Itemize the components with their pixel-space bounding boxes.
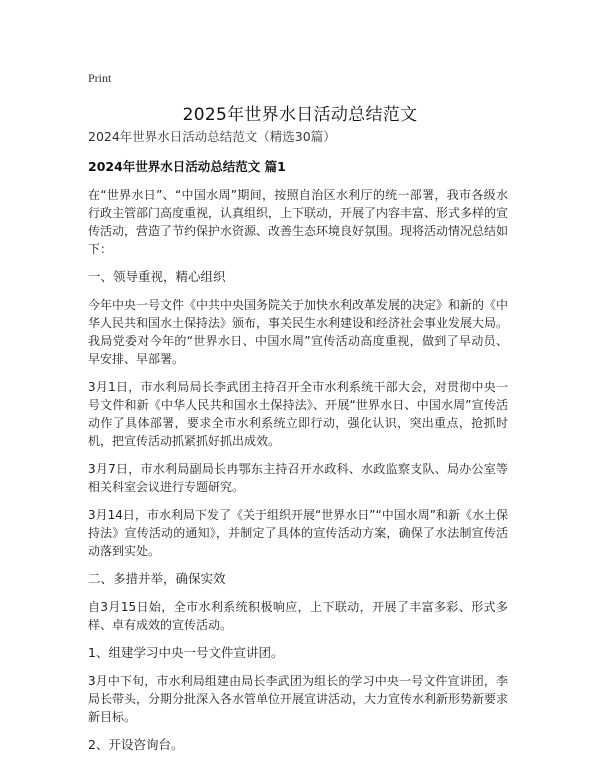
paragraph: 今年中央一号文件《中共中央国务院关于加快水利改革发展的决定》和新的《中华人民共和国水土保持法》颁布，事关民生水利建设和经济社会事业发展大局。我局党委对今年的“世界水日、中国水周”宣传活动高度重视，做到了早动员、早安排、早部署。 [88, 298, 509, 366]
paragraph: 3月中下旬，市水利局组建由局长李武团为组长的学习中央一号文件宣讲团，李局长带头，分期分批深入各水管单位开展宣讲活动，大力宣传水利新形势新要求新目标。 [88, 674, 509, 724]
section-heading: 二、多措并举，确保实效 [88, 571, 226, 586]
section-title: 2024年世界水日活动总结范文 篇1 [88, 159, 286, 174]
document-body [88, 128, 508, 764]
subsection-heading: 2、开设咨询台。 [88, 737, 184, 752]
section-heading: 一、领导重视，精心组织 [88, 269, 226, 284]
paragraph: 在“世界水日”、“中国水周”期间，按照自治区水利厅的统一部署，我市各级水行政主管部门高度重视，认真组织，上下联动，开展了内容丰富、形式多样的宣传活动，营造了节约保护水资源、改善生态环境良好氛围。现将活动情况总结如下： [88, 188, 509, 256]
paragraph: 自3月15日始，全市水利系统积极响应，上下联动，开展了丰富多彩、形式多样、卓有成效的宣传活动。 [88, 600, 508, 632]
subsection-heading: 1、组建学习中央一号文件宣讲团。 [88, 645, 284, 660]
page-title: 2025年世界水日活动总结范文 [182, 105, 418, 125]
document-subtitle: 2024年世界水日活动总结范文（精选30篇） [88, 129, 336, 144]
paragraph: 3月1日，市水利局局长李武团主持召开全市水利系统干部大会，对贯彻中央一号文件和新《中华人民共和国水土保持法》、开展“世界水日、中国水周”宣传活动作了具体部署，要求全市水利系统立即行动，强化认识，突出重点，抢抓时机，把宣传活动抓紧抓好抓出成效。 [88, 380, 508, 448]
paragraph: 3月7日，市水利局副局长冉鄂东主持召开水政科、水政监察支队、局办公室等相关科室会议进行专题研究。 [88, 462, 508, 494]
print-link[interactable]: Print [88, 71, 112, 85]
paragraph: 3月14日，市水利局下发了《关于组织开展“世界水日”“中国水周”和新《水土保持法》宣传活动的通知》，并制定了具体的宣传活动方案，确保了水法制宣传活动落到实处。 [88, 508, 508, 558]
